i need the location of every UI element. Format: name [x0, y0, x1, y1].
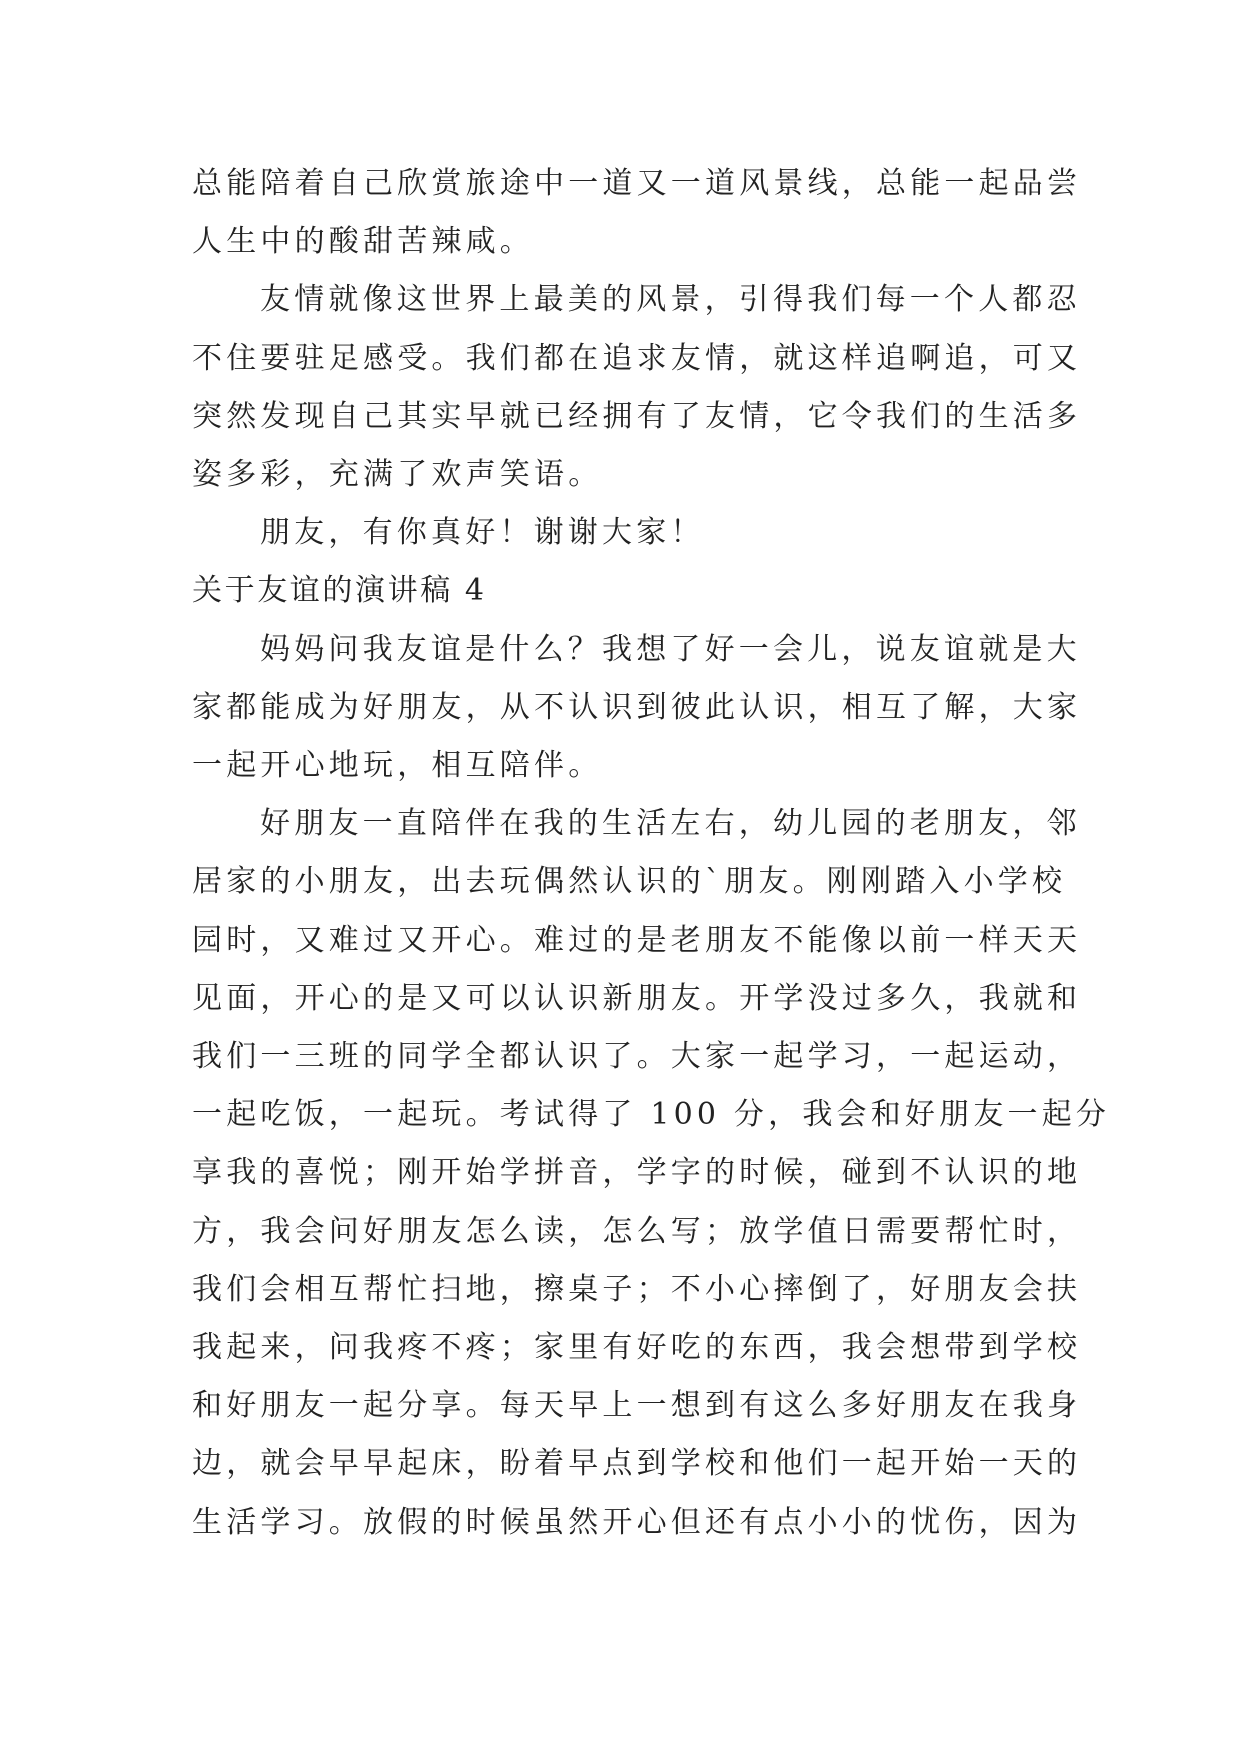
text-line: 一起吃饭，一起玩。考试得了 100 分，我会和好朋友一起分 — [192, 1097, 1111, 1133]
text-line: 总能陪着自己欣赏旅途中一道又一道风景线，总能一起品尝 — [192, 166, 1082, 201]
text-line: 妈妈问我友谊是什么？我想了好一会儿，说友谊就是大 — [260, 631, 1081, 667]
text-line: 见面，开心的是又可以认识新朋友。开学没过多久，我就和 — [192, 980, 1082, 1016]
section-heading — [192, 562, 1052, 620]
text-line: 姿多彩，充满了欢声笑语。 — [192, 457, 603, 493]
text-line: 方，我会问好朋友怎么读，怎么写；放学值日需要帮忙时， — [192, 1213, 1082, 1249]
text-line: 一起开心地玩，相互陪伴。 — [192, 748, 603, 784]
text-line: 我起来，问我疼不疼；家里有好吃的东西，我会想带到学校 — [192, 1330, 1082, 1366]
paragraph-continuation — [192, 155, 1082, 271]
text-line: 边，就会早早起床，盼着早点到学校和他们一起开始一天的 — [192, 1446, 1082, 1482]
text-line: 好朋友一直陪伴在我的生活左右，幼儿园的老朋友，邻 — [260, 806, 1081, 842]
paragraph-thanks — [192, 504, 1052, 562]
text-line: 园时，又难过又开心。难过的是老朋友不能像以前一样天天 — [192, 922, 1082, 958]
text-line: 和好朋友一起分享。每天早上一想到有这么多好朋友在我身 — [192, 1388, 1082, 1424]
text-line: 我们会相互帮忙扫地，擦桌子；不小心摔倒了，好朋友会扶 — [192, 1271, 1082, 1307]
text-line: 家都能成为好朋友，从不认识到彼此认识，相互了解，大家 — [192, 689, 1082, 725]
text-line: 朋友，有你真好！谢谢大家！ — [260, 515, 705, 551]
text-line: 享我的喜悦；刚开始学拼音，学字的时候，碰到不认识的地 — [192, 1155, 1082, 1191]
text-line: 友情就像这世界上最美的风景，引得我们每一个人都忍 — [260, 282, 1081, 318]
paragraph-good-friends — [192, 795, 1111, 1552]
text-line: 人生中的酸甜苦辣咸。 — [192, 224, 534, 260]
paragraph-what-is-friendship — [192, 621, 1082, 796]
paragraph-friendship-scenery — [192, 271, 1082, 504]
text-line: 生活学习。放假的时候虽然开心但还有点小小的忧伤，因为 — [192, 1504, 1082, 1540]
text-line: 突然发现自己其实早就已经拥有了友情，它令我们的生活多 — [192, 398, 1082, 434]
heading-text: 关于友谊的演讲稿 4 — [192, 573, 487, 609]
text-line: 居家的小朋友，出去玩偶然认识的`朋友。刚刚踏入小学校 — [192, 864, 1067, 900]
text-line: 不住要驻足感受。我们都在追求友情，就这样追啊追，可又 — [192, 340, 1082, 376]
text-line: 我们一三班的同学全都认识了。大家一起学习，一起运动， — [192, 1039, 1082, 1075]
document-body — [192, 155, 1111, 1552]
